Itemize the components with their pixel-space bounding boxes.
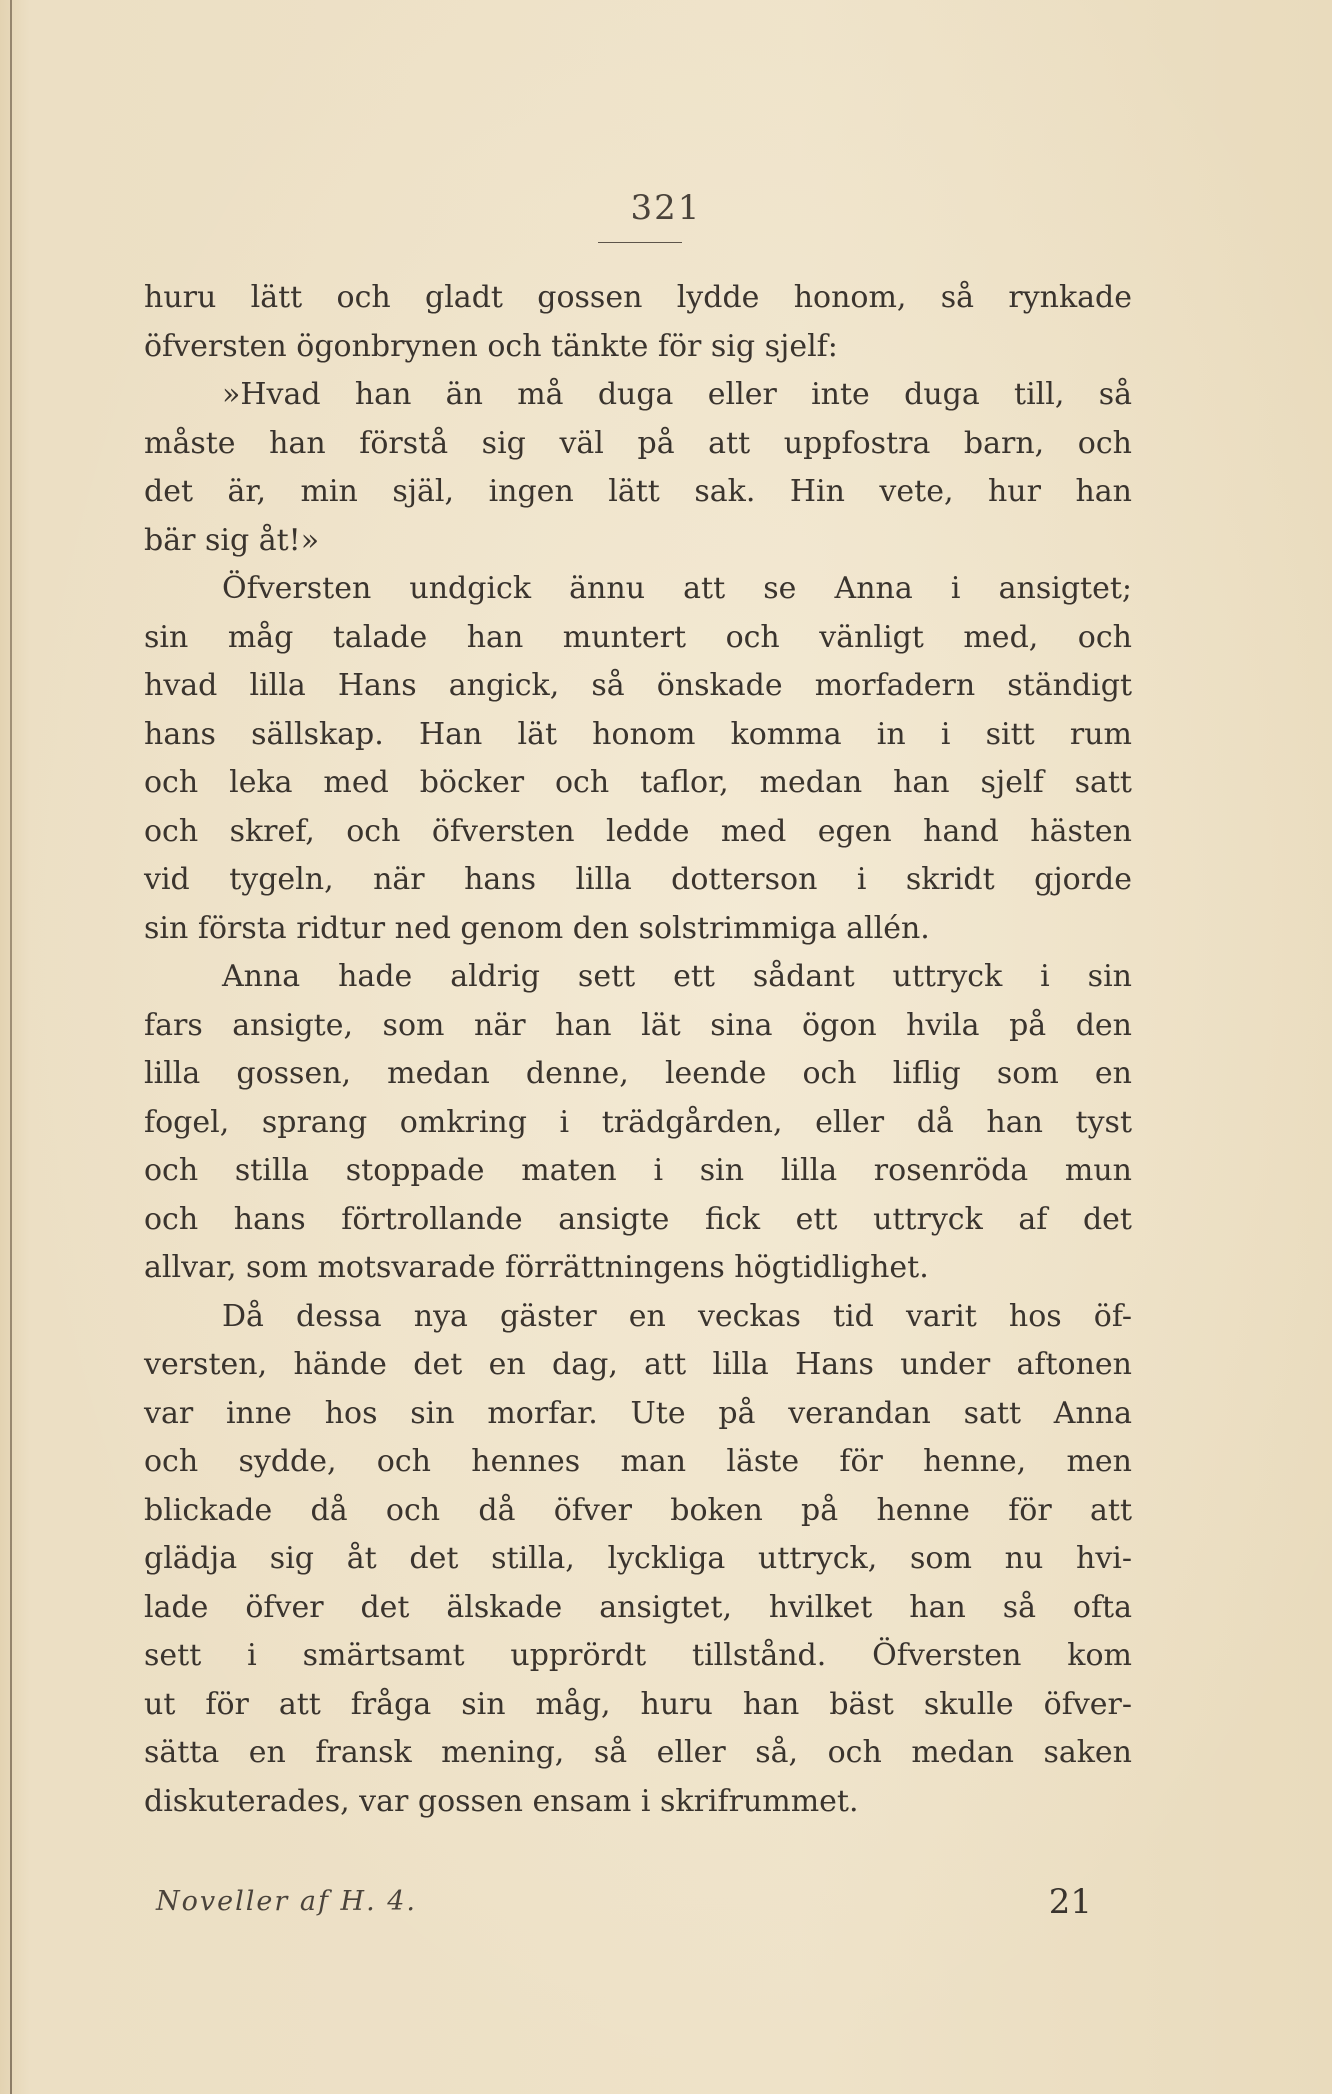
text-line: måste han förstå sig väl på att uppfostra barn, och (144, 425, 1132, 461)
text-line: sin första ridtur ned genom den solstrimmiga allén. (144, 910, 930, 946)
text-line: diskuterades, var gossen ensam i skrifrummet. (144, 1783, 859, 1819)
text-line: det är, min själ, ingen lätt sak. Hin vete, hur han (144, 474, 1132, 509)
text-line: Då dessa nya gäster en veckas tid varit hos öf- (222, 1298, 1132, 1334)
page-footer (144, 1880, 1092, 1924)
text-line: blickade då och då öfver boken på henne för att (144, 1492, 1132, 1528)
text-line: sin måg talade han muntert och vänligt med, och (144, 619, 1132, 655)
text-line: fogel, sprang omkring i trädgården, eller då han tyst (144, 1104, 1132, 1140)
text-line: och hans förtrollande ansigte fick ett uttryck af det (144, 1201, 1132, 1237)
text-line: allvar, som motsvarade förrättningens högtidlighet. (144, 1250, 929, 1285)
text-line: och sydde, och hennes man läste för henne, men (144, 1444, 1132, 1479)
text-line: sett i smärtsamt upprördt tillstånd. Öfversten kom (144, 1638, 1132, 1673)
text-line: Öfversten undgick ännu att se Anna i ansigtet; (222, 571, 1132, 606)
text-line: lilla gossen, medan denne, leende och liflig som en (144, 1056, 1132, 1091)
header-rule (598, 242, 682, 243)
text-line: öfversten ögonbrynen och tänkte för sig sjelf: (144, 328, 838, 364)
text-line: lade öfver det älskade ansigtet, hvilket han så ofta (144, 1589, 1132, 1625)
text-line: hans sällskap. Han lät honom komma in i sitt rum (144, 716, 1132, 752)
text-line: ut för att fråga sin måg, huru han bäst skulle öfver- (144, 1686, 1132, 1722)
text-line: Anna hade aldrig sett ett sådant uttryck i sin (222, 959, 1132, 994)
signature-mark: Noveller af H. 4. (156, 1886, 417, 1917)
text-line: var inne hos sin morfar. Ute på verandan satt Anna (144, 1395, 1132, 1431)
binding-edge (10, 0, 12, 2094)
text-line: fars ansigte, som när han lät sina ögon hvila på den (144, 1007, 1132, 1043)
text-line: versten, hände det en dag, att lilla Hans under aftonen (144, 1347, 1132, 1382)
text-line: bär sig åt!» (144, 522, 320, 558)
text-line: sätta en fransk mening, så eller så, och medan saken (144, 1735, 1132, 1770)
body-text (144, 274, 1132, 1826)
text-line: hvad lilla Hans angick, så önskade morfadern ständigt (144, 668, 1132, 703)
text-line: »Hvad han än må duga eller inte duga till, så (222, 377, 1132, 412)
page-number: 321 (630, 188, 702, 228)
text-line: och leka med böcker och taflor, medan han sjelf satt (144, 765, 1132, 800)
text-line: och skref, och öfversten ledde med egen hand hästen (144, 813, 1132, 849)
text-line: huru lätt och gladt gossen lydde honom, så rynkade (144, 280, 1132, 315)
text-line: och stilla stoppade maten i sin lilla rosenröda mun (144, 1153, 1132, 1188)
text-line: vid tygeln, när hans lilla dotterson i skridt gjorde (144, 862, 1132, 897)
sheet-number: 21 (1048, 1882, 1092, 1922)
text-line: glädja sig åt det stilla, lyckliga uttryck, som nu hvi- (144, 1541, 1132, 1576)
